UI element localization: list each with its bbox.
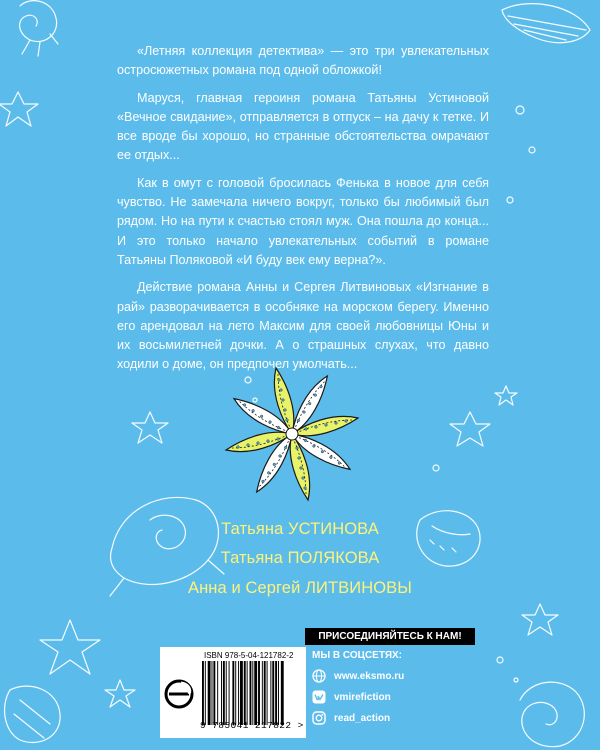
bubble-icon <box>514 678 518 682</box>
author-first-name: Татьяна <box>220 549 283 567</box>
author-last-name: УСТИНОВА <box>288 520 379 538</box>
starfish-icon <box>495 386 517 405</box>
barcode-bar <box>205 661 206 725</box>
starfish-icon <box>450 412 490 446</box>
starfish-icon <box>0 92 38 126</box>
social-title: МЫ В СОЦСЕТЯХ: <box>312 650 403 661</box>
bubble-icon <box>433 465 439 471</box>
barcode-bar <box>250 661 252 725</box>
vk-icon <box>312 690 326 704</box>
social-link-label: www.eksmo.ru <box>334 670 405 682</box>
barcode-number: 9 785041 217822 <box>200 720 292 731</box>
barcode-bar <box>223 661 225 725</box>
social-link-label: read_action <box>334 712 391 724</box>
bubble-icon <box>529 147 535 153</box>
barcode-bar <box>247 661 248 725</box>
description-paragraph: Маруся, главная героиня романа Татьяны Устиновой «Вечное свидание», отправляется в отпуск – на дачу к тетке. И все вроде бы хорошо, но странные обстоятельства омрачают ее отдых... <box>117 90 489 163</box>
join-us-banner: ПРИСОЕДИНЯЙТЕСЬ К НАМ! <box>305 628 475 645</box>
author-last-name: ПОЛЯКОВА <box>287 549 380 567</box>
barcode-bar <box>212 661 213 725</box>
author-ustinova <box>0 520 600 539</box>
author-first-name: Анна и Сергей <box>187 579 301 597</box>
barcode-bar <box>254 661 257 725</box>
globe-icon <box>312 669 326 683</box>
barcode-bar <box>281 661 284 725</box>
bubble-icon <box>497 657 503 663</box>
social-link-vk[interactable] <box>312 688 482 706</box>
barcode-bar <box>232 661 234 725</box>
barcode-digits <box>200 720 304 731</box>
eksmo-logo-icon <box>161 650 197 736</box>
spiral-flower-ornament <box>226 368 358 500</box>
bubble-icon <box>253 398 257 402</box>
starfish-icon <box>132 412 168 443</box>
barcode-bar <box>208 661 211 725</box>
barcode-bar <box>213 661 215 725</box>
bubble-icon <box>507 197 513 203</box>
social-links <box>312 650 482 730</box>
bubble-icon <box>516 106 524 114</box>
shell-icon <box>5 686 61 742</box>
barcode-bar <box>221 661 222 725</box>
isbn-number: ISBN 978-5-04-121782-2 <box>204 651 294 660</box>
author-last-name: ЛИТВИНОВЫ <box>305 579 412 597</box>
barcode-bar <box>275 661 277 725</box>
description-paragraph: Действие романа Анны и Сергея Литвиновых «Изгнание в рай» разворачивается в особняке на морском берегу. Именно его арендовал на лето Максим для своей любовницы Юны и их восьмилетней дочки. А о страшных слухах, что давно ходили о доме, он предпочел умолчать... <box>117 280 489 372</box>
barcode-bar <box>202 661 204 725</box>
barcode-bar <box>217 661 218 725</box>
barcode-bar <box>229 661 230 725</box>
starfish-icon <box>105 680 135 707</box>
book-description <box>117 42 489 383</box>
barcode-bar <box>272 661 274 725</box>
instagram-icon <box>312 711 326 725</box>
social-link-instagram[interactable] <box>312 709 482 727</box>
barcode-bar <box>278 661 279 725</box>
barcode-bar <box>264 661 266 725</box>
shell-icon <box>20 1 58 56</box>
spiral-shell-icon <box>520 682 584 747</box>
author-polyakova <box>0 549 600 568</box>
shell-icon <box>502 4 590 43</box>
social-link-website[interactable] <box>312 667 482 685</box>
barcode-bar <box>226 661 227 725</box>
starfish-icon <box>522 604 558 635</box>
barcode-bar <box>238 661 239 725</box>
author-first-name: Татьяна <box>221 520 284 538</box>
barcode-bar <box>235 661 236 725</box>
starfish-icon <box>40 620 100 674</box>
description-paragraph: Как в омут с головой бросилась Фенька в новое для себя чувство. Не замечала ничего вокруг, только бы любимый был рядом. Но на пути к счастью стоял муж. Она пошла до конца... И это только начало увлекательных событий в романе Татьяны Поляковой «И буду век ему верна?». <box>117 175 489 267</box>
author-litvinovy <box>0 579 600 598</box>
social-link-label: vmirefiction <box>334 691 391 703</box>
barcode-suffix: > <box>297 720 304 731</box>
barcode-bar <box>270 661 271 725</box>
barcode-bar <box>240 661 243 725</box>
barcode-bar <box>267 661 268 725</box>
barcode-bar <box>244 661 246 725</box>
barcode-bar <box>258 661 260 725</box>
barcode-bar <box>252 661 253 725</box>
barcode-bar <box>262 661 263 725</box>
description-paragraph: «Летняя коллекция детектива» — это три увлекательных остросюжетных романа под одной обложкой! <box>117 44 489 78</box>
